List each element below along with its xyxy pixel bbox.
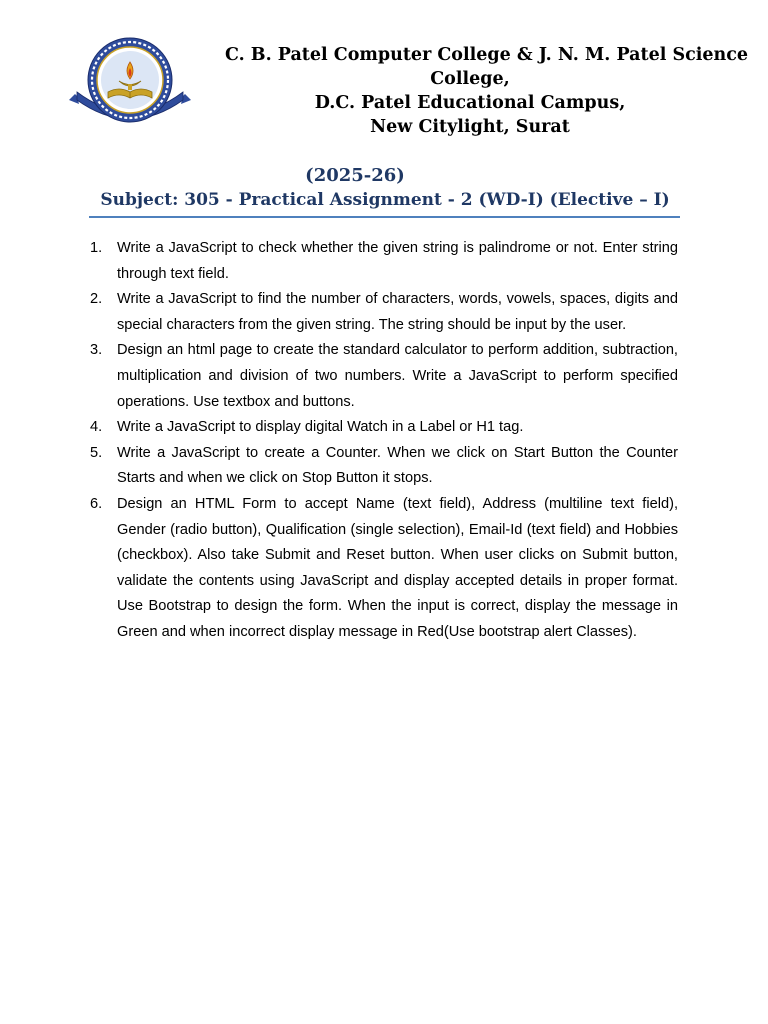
question-text: Design an HTML Form to accept Name (text field), Address (multiline text field), Gender (radio button), Qualification (single selection), Email-Id (text field) and Hobbies (checkbox). Also take Submit and Reset button. When user clicks on Submit button, validate the contents using JavaScript and display accepted details in proper format. Use Bootstrap to design the form. When the input is correct, display the message in Green and when incorrect display message in Red(Use bootstrap alert Classes).	[117, 495, 678, 640]
question-text: Write a JavaScript to check whether the given string is palindrome or not. Enter string through text field.	[117, 240, 678, 282]
question-text: Write a JavaScript to create a Counter. When we click on Start Button the Counter Starts and when we click on Stop Button it stops.	[117, 444, 678, 487]
question-number: 1.	[90, 240, 103, 256]
question-item	[90, 236, 678, 287]
question-text: Write a JavaScript to display digital Watch in a Label or H1 tag.	[117, 419, 524, 436]
college-header	[225, 43, 749, 139]
campus-location-line: New Citylight, Surat	[370, 117, 570, 137]
header-divider	[89, 216, 680, 218]
college-logo-icon	[67, 36, 193, 128]
academic-year: (2025-26)	[305, 165, 405, 186]
assignment-question-list	[90, 236, 678, 646]
question-number: 5.	[90, 444, 103, 461]
college-name-line-1: C. B. Patel Computer College & J. N. M. Patel Science	[225, 45, 749, 65]
subject-title: Subject: 305 - Practical Assignment - 2 (WD-I) (Elective – I)	[100, 190, 670, 210]
question-number: 2.	[90, 291, 103, 308]
college-name-line-2: College,	[430, 69, 510, 89]
question-number: 3.	[90, 342, 103, 359]
question-item	[90, 287, 678, 338]
question-item	[90, 338, 678, 415]
question-item	[90, 415, 678, 441]
question-number: 6.	[90, 495, 103, 512]
campus-name-line: D.C. Patel Educational Campus,	[314, 93, 626, 113]
question-item	[90, 441, 678, 492]
question-number: 4.	[90, 419, 103, 436]
question-text: Write a JavaScript to find the number of characters, words, vowels, spaces, digits and special characters from the given string. The string should be input by the user.	[117, 291, 678, 333]
question-text: Design an html page to create the standard calculator to perform addition, subtraction, multiplication and division of two numbers. Write a JavaScript to perform specified operations. Use textbox and buttons.	[117, 342, 678, 410]
question-item	[90, 492, 678, 646]
